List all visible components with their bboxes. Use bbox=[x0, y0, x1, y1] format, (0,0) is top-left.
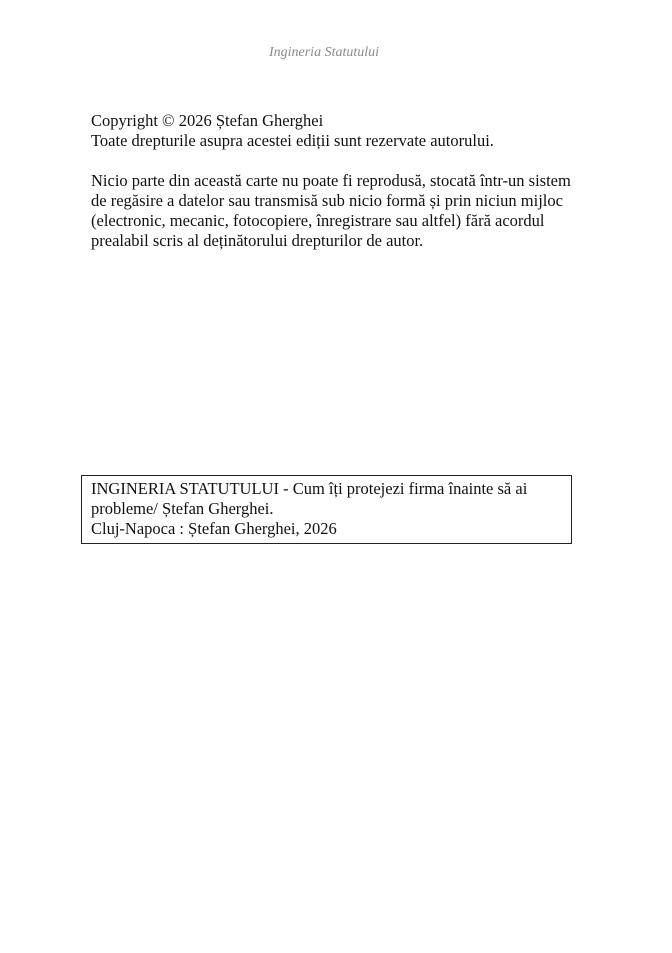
cip-record-box bbox=[81, 475, 572, 544]
running-header: Ingineria Statutului bbox=[268, 45, 380, 60]
reproduction-notice: Nicio parte din această carte nu poate fi reprodusă, stocată într-un sistem de regăsire a datelor sau transmisă sub nicio formă și prin niciun mijloc (electronic, mecanic, fotocopiere, înregistrare sau altfel) fără acordul prealabil scris al deținătorului drepturilor de autor. bbox=[91, 171, 571, 250]
copyright-block bbox=[91, 111, 581, 251]
rights-reserved-line: Toate drepturile asupra acestei ediții sunt rezervate autorului. bbox=[91, 131, 494, 150]
cip-publication-line: Cluj-Napoca : Ștefan Gherghei, 2026 bbox=[91, 519, 337, 538]
cip-title-line: INGINERIA STATUTULUI - Cum îți protejezi firma înainte să ai probleme/ Ștefan Gherghei. bbox=[91, 479, 528, 518]
copyright-line: Copyright © 2026 Ștefan Gherghei bbox=[91, 111, 324, 130]
paragraph-spacer bbox=[91, 151, 581, 171]
